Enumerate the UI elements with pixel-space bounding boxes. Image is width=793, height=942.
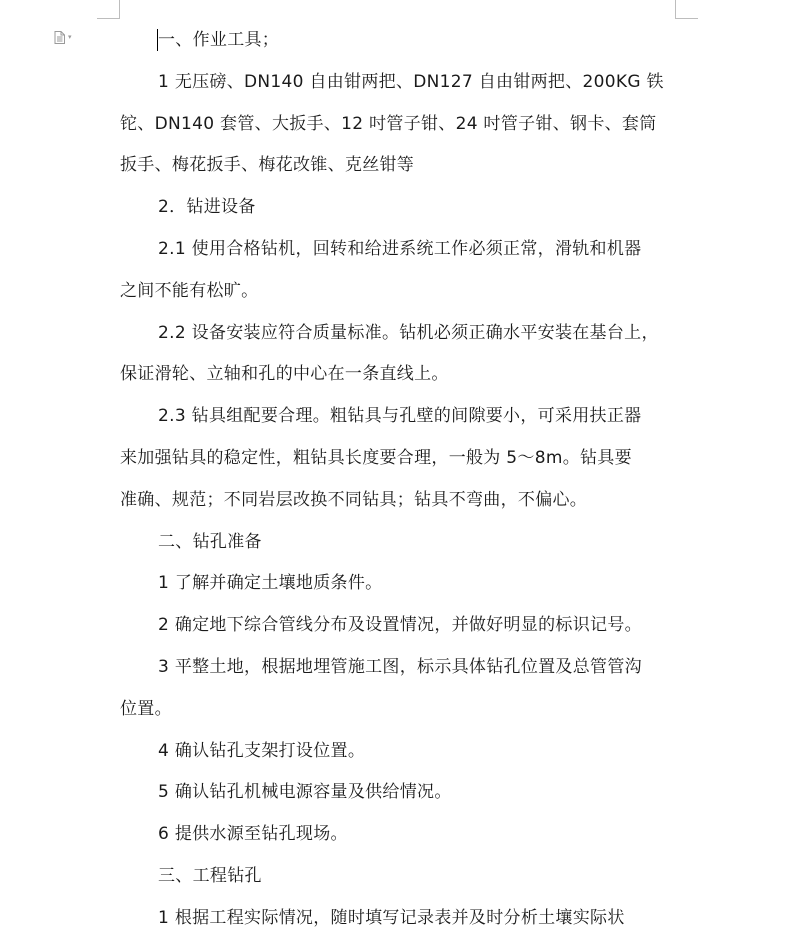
top-left-margin-mark [97,0,120,19]
text-line: 3 平整土地，根据地埋管施工图，标示具体钻孔位置及总管管沟 [158,656,642,677]
text-line: 4 确认钻孔支架打设位置。 [158,740,366,761]
text-line: 2.1 使用合格钻机，回转和给进系统工作必须正常，滑轨和机器 [158,238,642,259]
text-line: 扳手、梅花扳手、梅花改锥、克丝钳等 [120,155,415,176]
text-line: 2 确定地下综合管线分布及设置情况，并做好明显的标识记号。 [158,615,642,636]
text-line: 二、钻孔准备 [158,531,262,552]
text-line: 准确、规范；不同岩层改换不同钻具；钻具不弯曲，不偏心。 [120,489,588,510]
text-line: 1 了解并确定土壤地质条件。 [158,573,383,594]
document-icon [54,31,65,44]
text-line: 来加强钻具的稳定性，粗钻具长度要合理，一般为 5～8m。钻具要 [120,447,632,468]
text-line: 2．钻进设备 [158,197,256,218]
top-right-margin-mark [675,0,698,19]
text-line: 6 提供水源至钻孔现场。 [158,824,348,845]
text-line: 位置。 [120,698,172,719]
text-line: 2.2 设备安装应符合质量标准。钻机必须正确水平安装在基台上， [158,322,659,343]
chevron-down-icon: ▾ [68,33,72,41]
text-line: 一、作业工具； [158,30,280,50]
text-line: 2.3 钻具组配要合理。粗钻具与孔壁的间隙要小，可采用扶正器 [158,406,642,427]
text-line: 三、工程钻孔 [158,865,262,886]
document-map-button[interactable] [54,31,72,44]
text-line: 5 确认钻孔机械电源容量及供给情况。 [158,782,452,803]
text-line: 铊、DN140 套管、大扳手、12 吋管子钳、24 吋管子钳、钢卡、套筒 [120,113,657,134]
document-body[interactable] [120,20,680,940]
text-line: 1 根据工程实际情况，随时填写记录表并及时分析土壤实际状 [158,907,625,928]
text-line: 1 无压磅、DN140 自由钳两把、DN127 自由钳两把、200KG 铁 [158,71,664,92]
text-line: 之间不能有松旷。 [120,280,259,301]
text-line: 保证滑轮、立轴和孔的中心在一条直线上。 [120,364,449,385]
